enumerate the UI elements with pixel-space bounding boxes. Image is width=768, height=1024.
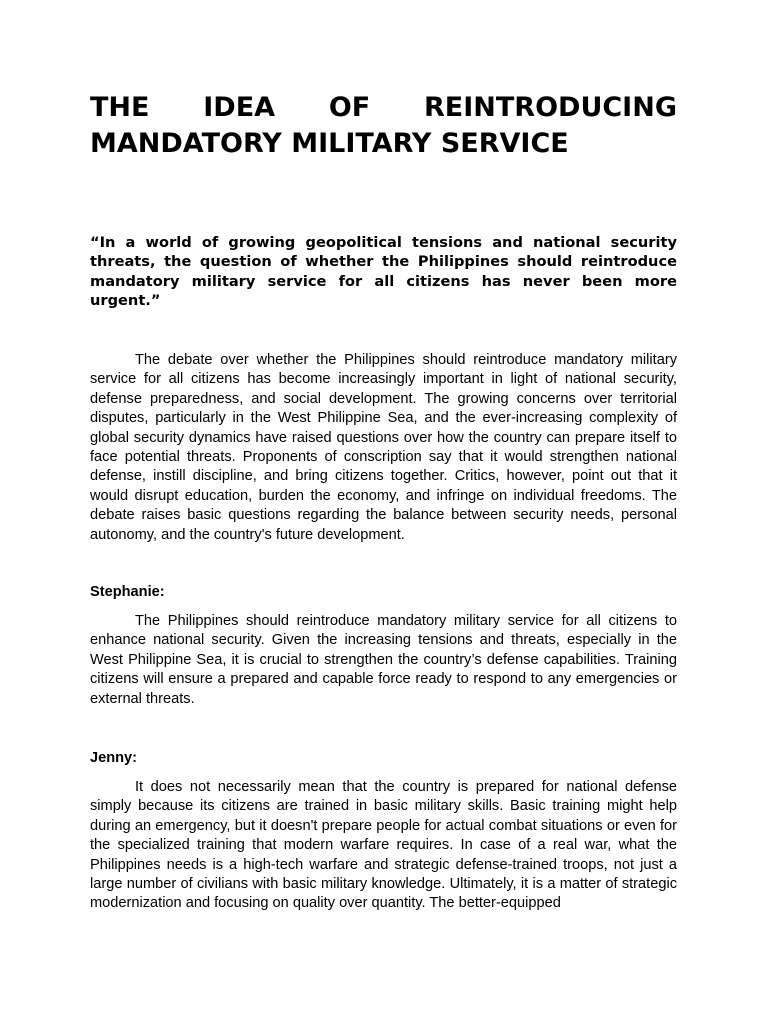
opening-quote: “In a world of growing geopolitical tensions and national security threats, the question of whether the Philippines should reintroduce mandatory military service for all citizens has never been more urgent.”	[90, 234, 677, 309]
speaker-name-stephanie: Stephanie:	[90, 584, 165, 600]
speaker-paragraph-stephanie: The Philippines should reintroduce mandatory military service for all citizens to enhance national security. Given the increasing tensions and threats, especially in the West Philippine Sea, it is crucial to strengthen the country’s defense capabilities. Training citizens will ensure a prepared and capable force ready to respond to any emergencies or external threats.	[90, 613, 677, 707]
speaker-heading	[90, 749, 677, 768]
speaker-heading	[90, 583, 677, 602]
document-page	[90, 0, 677, 1024]
speaker-paragraph-jenny: It does not necessarily mean that the country is prepared for national defense simply because its citizens are trained in basic military skills. Basic training might help during an emergency, but it doesn't prepare people for actual combat situations or even for the specialized training that modern warfare requires. In case of a real war, what the Philippines needs is a high-tech warfare and strategic defense-trained troops, not just a large number of civilians with basic military knowledge. Ultimately, it is a matter of strategic modernization and focusing on quality over quantity. The better-equipped	[90, 779, 677, 912]
intro-section	[90, 351, 677, 545]
document-title: THE IDEA OF REINTRODUCING MANDATORY MILITARY SERVICE	[90, 92, 677, 159]
speaker-section	[90, 612, 677, 709]
speaker-name-jenny: Jenny:	[90, 750, 138, 766]
speaker-section	[90, 778, 677, 914]
intro-paragraph: The debate over whether the Philippines should reintroduce mandatory military service for all citizens has become increasingly important in light of national security, defense preparedness, and social development. The growing concerns over territorial disputes, particularly in the West Philippine Sea, and the ever-increasing complexity of global security dynamics have raised questions over how the country can prepare itself to face potential threats. Proponents of conscription say that it would strengthen national defense, instill discipline, and bring citizens together. Critics, however, point out that it would disrupt education, burden the economy, and infringe on individual freedoms. The debate raises basic questions regarding the balance between security needs, personal autonomy, and the country's future development.	[90, 352, 677, 543]
